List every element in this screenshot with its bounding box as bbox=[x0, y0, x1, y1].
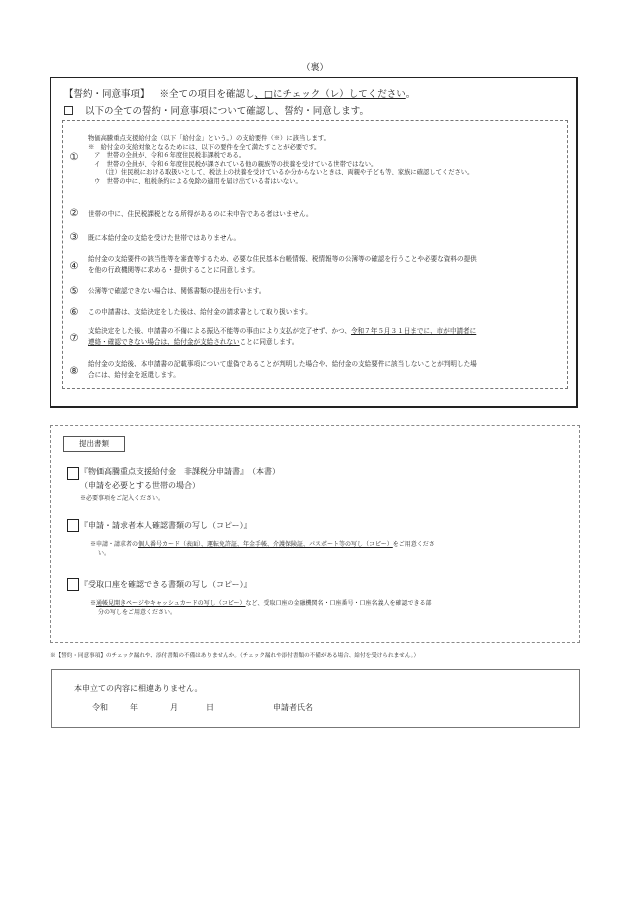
agree-all-row[interactable] bbox=[64, 103, 369, 117]
page-side-label: （裏） bbox=[301, 63, 329, 73]
agree-all-checkbox[interactable] bbox=[64, 106, 73, 115]
document-checkbox-3[interactable] bbox=[67, 578, 79, 591]
document-title-3: 『受取口座を確認できる書類の写し（コピー）』 bbox=[80, 580, 252, 589]
oath-item-1: 物価高騰重点支援給付金（以下「給付金」という。）の支給要件（※）に該当します。 ※ 給付金の支給対象となるためには、以下の要件を全て満たすことが必要です。 ア 世帯の全員が、令和６年度住民税非課税である。 イ 世帯の全員が、令和６年度住民税が課されている他の親族等の扶養を受けている世帯ではない。 （注）住民税における取扱いとして、税法上の扶養を受けているか分からないときは、両親や子ども等、家族に確認してください。 ウ 世帯の中に、租税条約による免除の適用を届け出ている者はいない。 bbox=[88, 135, 474, 185]
oath-item-2: 世帯の中に、住民税課税となる所得があるのに未申告である者はいません。 bbox=[88, 210, 313, 218]
oath-note: ※全ての項目を確認し、□にチェック（レ）してください。 bbox=[159, 89, 416, 100]
document-checkbox-2[interactable] bbox=[67, 519, 79, 532]
item-number-8: ⑧ bbox=[69, 366, 79, 377]
documents-label: 提出書類 bbox=[63, 436, 125, 452]
document-note-2: ※申請・請求者の個人番号カード（表面）、運転免許証、年金手帳、介護保険証、パスポート等の写し（コピー）をご用意くださ い。 bbox=[90, 541, 435, 557]
document-checkbox-1[interactable] bbox=[67, 467, 79, 480]
oath-title: 【誓約・同意事項】 bbox=[64, 89, 150, 100]
document-note-3: ※通帳見開きページやキャッシュカードの写し（コピー）など、受取口座の金融機関名・口座番号・口座名義人を確認できる部 分の写しをご用意ください。 bbox=[90, 600, 432, 616]
item-number-2: ② bbox=[69, 208, 79, 219]
document-subtitle-1: （申請を必要とする世帯の場合） bbox=[80, 481, 200, 490]
applicant-name-field[interactable]: 申請者氏名 bbox=[273, 703, 313, 712]
declaration-box bbox=[51, 669, 580, 728]
document-note-1: ※必要事項をご記入ください。 bbox=[80, 495, 165, 502]
item-number-5: ⑤ bbox=[69, 286, 79, 297]
footnote: ※【誓約・同意事項】のチェック漏れや、添付書類の不備はありませんか。（チェック漏れや添付書類の不備がある場合、給付を受けられません。） bbox=[50, 653, 420, 659]
oath-heading bbox=[64, 86, 415, 100]
oath-item-8: 給付金の支給後、本申請書の記載事項について虚偽であることが判明した場合や、給付金の支給要件に該当しないことが判明した場 合には、給付金を返還します。 bbox=[88, 360, 477, 379]
item-number-3: ③ bbox=[69, 232, 79, 243]
date-year-field[interactable]: 年 bbox=[130, 703, 138, 712]
oath-item-7: 支給決定をした後、申請書の不備による振込不能等の事由により支払が完了せず、かつ、令和７年５月３１日までに、市が申請者に 連絡・確認できない場合は、給付金が支給されないことに同意します。 bbox=[88, 327, 477, 346]
agree-all-label: 以下の全ての誓約・同意事項について確認し、誓約・同意します。 bbox=[85, 106, 370, 117]
oath-item-3: 既に本給付金の支給を受けた世帯ではありません。 bbox=[88, 234, 241, 242]
date-era: 令和 bbox=[92, 703, 108, 712]
date-day-field[interactable]: 日 bbox=[206, 703, 214, 712]
item-number-4: ④ bbox=[69, 261, 79, 272]
document-title-2: 『申請・請求者本人確認書類の写し（コピー）』 bbox=[80, 521, 252, 530]
oath-item-5: 公簿等で確認できない場合は、関係書類の提出を行います。 bbox=[88, 287, 266, 295]
date-month-field[interactable]: 月 bbox=[170, 703, 178, 712]
oath-item-6: この申請書は、支給決定をした後は、給付金の請求書として取り扱います。 bbox=[88, 308, 312, 316]
declaration-statement: 本申立ての内容に相違ありません。 bbox=[74, 684, 203, 693]
oath-item-4: 給付金の支給要件の該当性等を審査等するため、必要な住民基本台帳情報、税情報等の公簿等の確認を行うことや必要な資料の提供 を他の行政機関等に求める・提供することに同意します。 bbox=[88, 255, 477, 274]
item-number-1: ① bbox=[69, 152, 79, 163]
document-title-1: 『物価高騰重点支援給付金 非課税分申請書』 （本書） bbox=[80, 467, 280, 476]
item-number-6: ⑥ bbox=[69, 307, 79, 318]
item-number-7: ⑦ bbox=[69, 333, 79, 344]
